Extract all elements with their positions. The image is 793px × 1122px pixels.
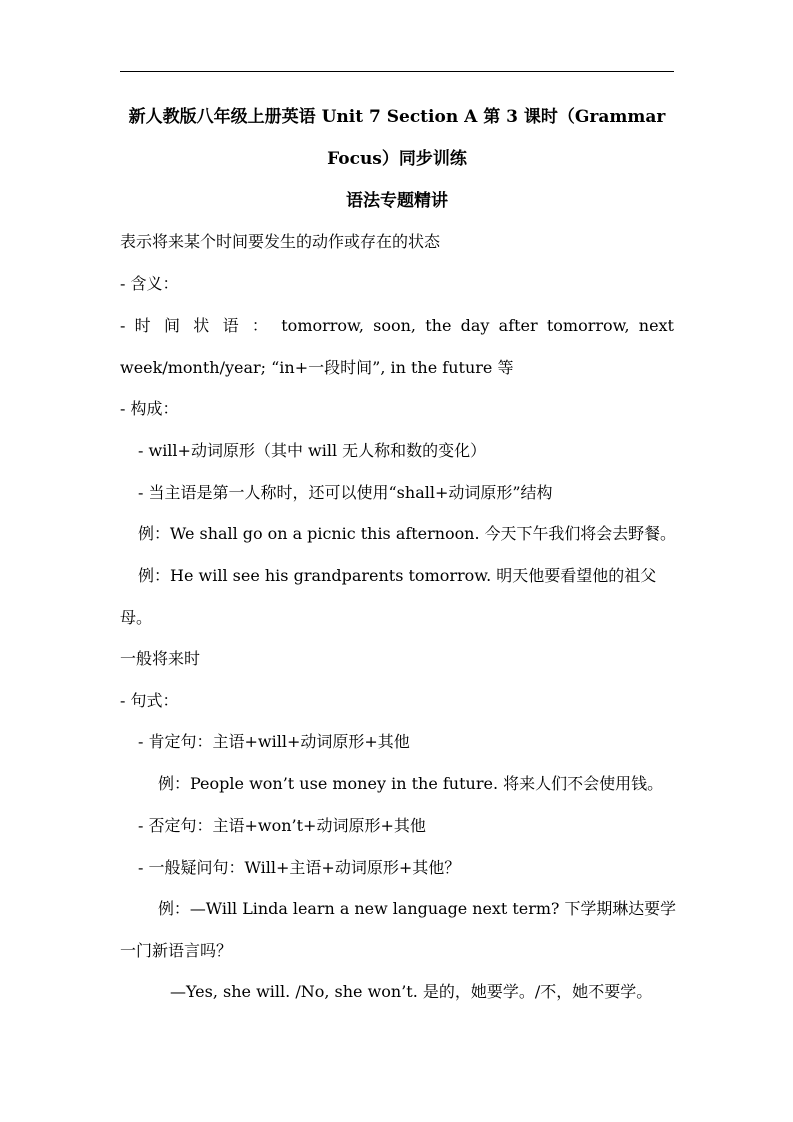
negative-pattern: - 否定句：主语+won’t+动词原形+其他: [138, 816, 426, 835]
question-pattern: - 一般疑问句：Will+主语+动词原形+其他？: [138, 858, 461, 877]
tense-name: 一般将来时: [120, 649, 201, 668]
example-question-line-2: 一门新语言吗？: [120, 941, 233, 960]
example-affirmative: 例：People won’t use money in the future. 将来人们不会使用钱。: [158, 774, 664, 793]
example-answer: —Yes, she will. /No, she won’t. 是的，她要学。/不，她不要学。: [170, 982, 653, 1001]
document-title-line-2: Focus）同步训练: [327, 149, 467, 169]
section-heading: 语法专题精讲: [346, 191, 448, 211]
example-shall: 例：We shall go on a picnic this afternoon. 今天下午我们将会去野餐。: [138, 524, 677, 543]
structure-will: - will+动词原形（其中 will 无人称和数的变化）: [138, 441, 487, 460]
meaning-label: - 含义：: [120, 274, 179, 293]
example-will-line-2: 母。: [120, 608, 153, 627]
time-adverbial-line-1: - 时 间 状 语 ： tomorrow, soon, the day after tomorrow, next: [120, 316, 674, 335]
structure-shall: - 当主语是第一人称时，还可以使用“shall+动词原形”结构: [138, 483, 553, 502]
structure-label: - 构成：: [120, 399, 179, 418]
header-rule: [120, 71, 674, 72]
document-title-line-1: 新人教版八年级上册英语 Unit 7 Section A 第 3 课时（Grammar: [128, 107, 666, 127]
pattern-label: - 句式：: [120, 691, 179, 710]
affirmative-pattern: - 肯定句：主语+will+动词原形+其他: [138, 732, 410, 751]
intro-text: 表示将来某个时间要发生的动作或存在的状态: [120, 232, 441, 251]
time-adverbial-line-2: week/month/year; “in+一段时间”, in the future 等: [120, 358, 514, 377]
example-will-line-1: 例：He will see his grandparents tomorrow. 明天他要看望他的祖父: [138, 566, 657, 585]
example-question-line-1: 例：—Will Linda learn a new language next term? 下学期琳达要学: [158, 899, 677, 918]
